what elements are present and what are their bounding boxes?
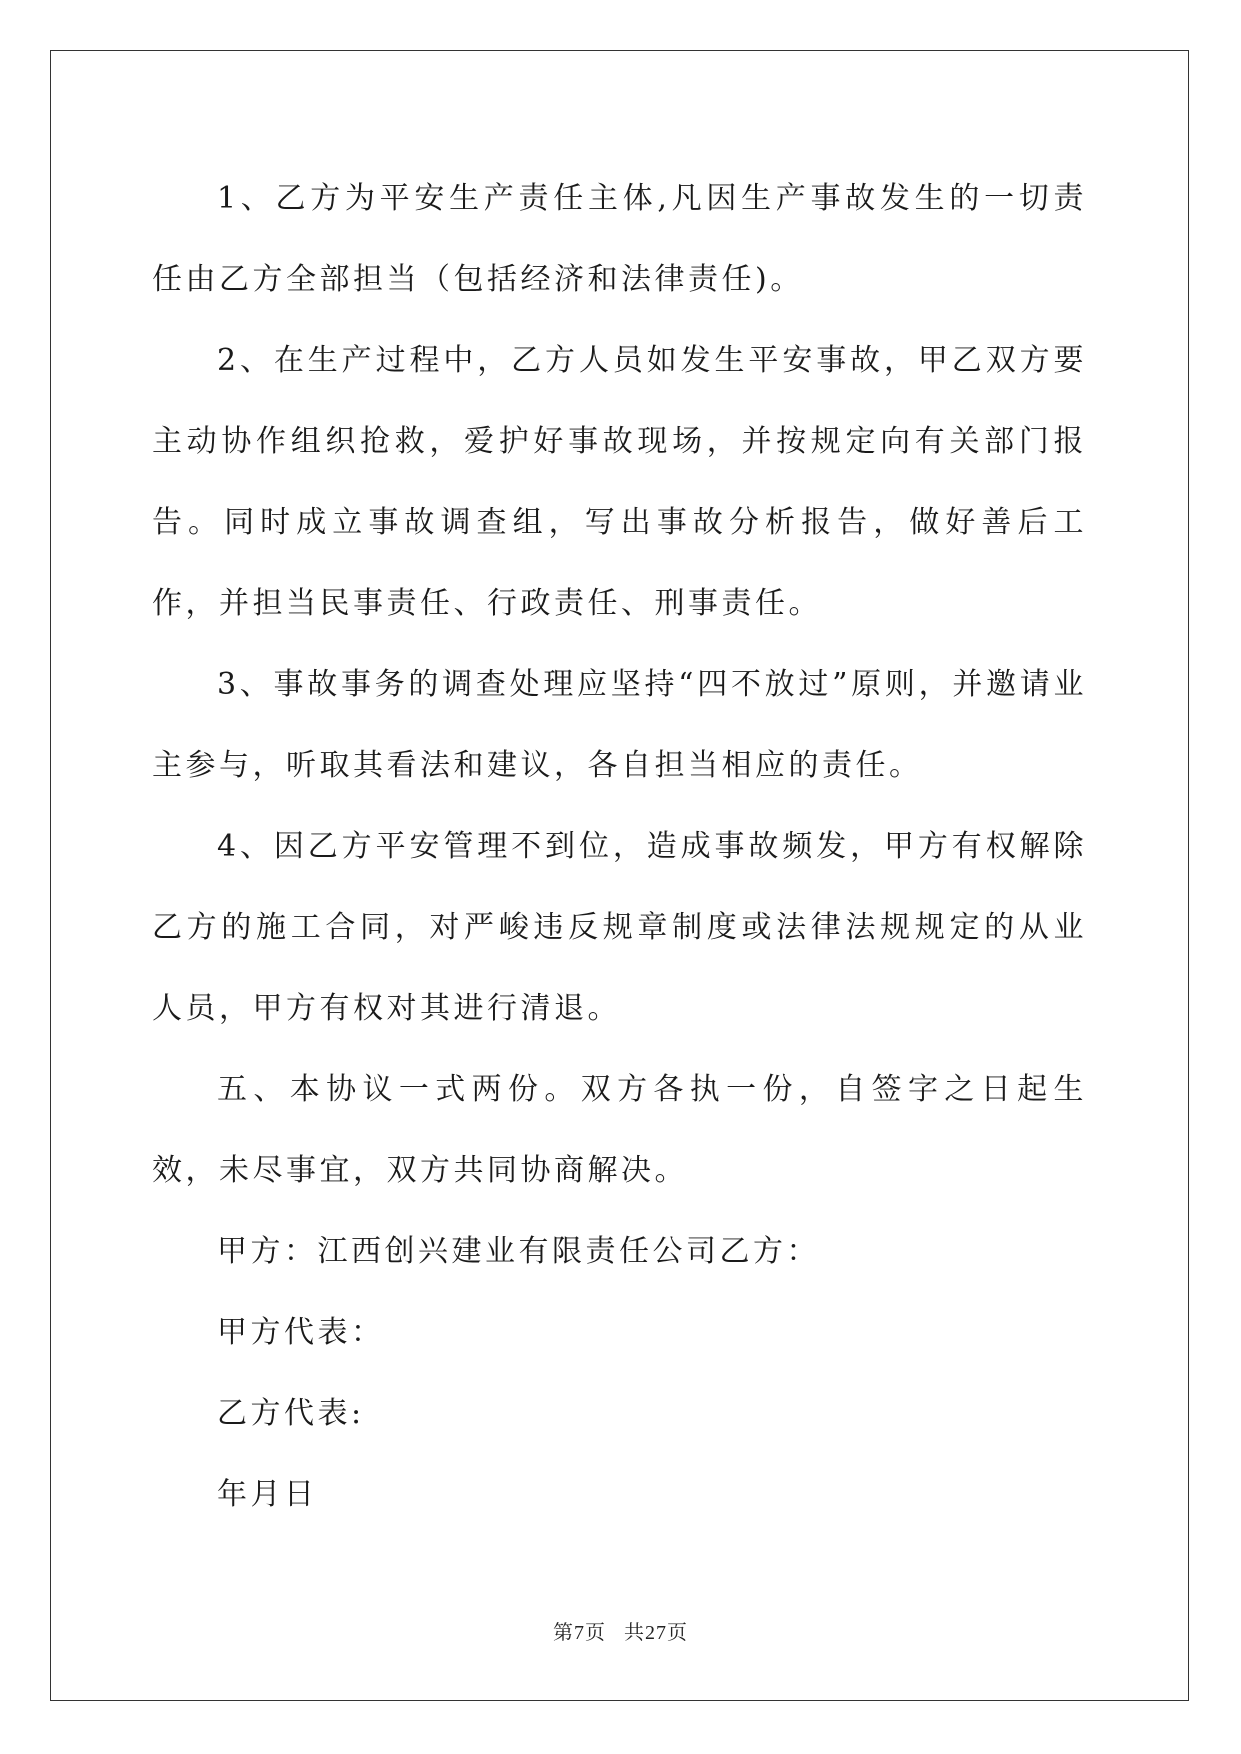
- page-number-current: 第7页: [553, 1622, 606, 1644]
- party-a-representative-line: 甲方代表：: [217, 1315, 385, 1350]
- page-footer: [0, 1616, 1241, 1645]
- clause-3-paragraph: 3、事故事务的调查处理应坚持“四不放过”原则，并邀请业主参与，听取其看法和建议，各自担当相应的责任。: [152, 667, 1087, 783]
- clause-1-paragraph: 1、乙方为平安生产责任主体,凡因生产事故发生的一切责任由乙方全部担当（包括经济和法律责任)。: [152, 181, 1087, 297]
- document-body: [152, 158, 1087, 1535]
- page-number-total: 共27页: [624, 1622, 688, 1644]
- date-line: 年月日: [217, 1477, 318, 1512]
- party-b-representative-line: 乙方代表:: [217, 1396, 365, 1431]
- clause-4-paragraph: 4、因乙方平安管理不到位，造成事故频发，甲方有权解除乙方的施工合同，对严峻违反规章制度或法律法规规定的从业人员，甲方有权对其进行清退。: [152, 829, 1087, 1026]
- clause-5-paragraph: 五、本协议一式两份。双方各执一份，自签字之日起生效，未尽事宜，双方共同协商解决。: [152, 1072, 1087, 1188]
- clause-2-paragraph: 2、在生产过程中，乙方人员如发生平安事故，甲乙双方要主动协作组织抢救，爱护好事故现场，并按规定向有关部门报告。同时成立事故调查组，写出事故分析报告，做好善后工作，并担当民事责任、行政责任、刑事责任。: [152, 343, 1087, 621]
- party-a-company-line: 甲方：江西创兴建业有限责任公司乙方：: [217, 1234, 820, 1269]
